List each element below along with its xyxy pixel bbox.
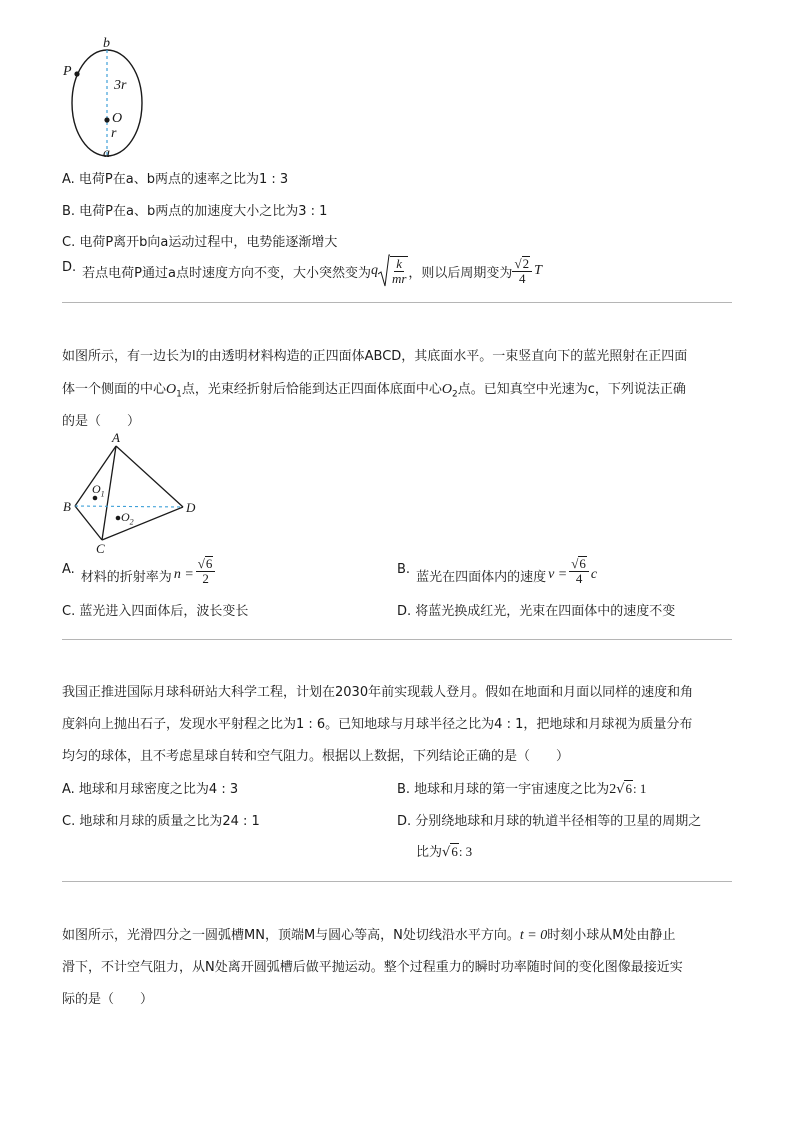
q4-stem-line3: 际的是（ ） <box>62 992 154 1007</box>
q3-option-d-line2[interactable]: 比为√6: 3 <box>416 844 473 860</box>
q2-option-b[interactable]: B. 蓝光在四面体内的速度 v = $\frac{√6}{4}$ c <box>397 556 598 586</box>
q1-option-d[interactable] <box>62 254 542 288</box>
q2-option-c[interactable]: C. 蓝光进入四面体后，波长变长 <box>62 604 249 619</box>
q4-stem-line1: 如图所示，光滑四分之一圆弧槽MN，顶端M与圆心等高，N处切线沿水平方向。t = 0时刻小球从M处由静止 <box>62 928 676 943</box>
q1-option-d-k: k <box>396 256 403 271</box>
ellipse-orbit-figure <box>60 36 160 164</box>
q1-option-d-4: 4 <box>519 271 526 286</box>
q1-option-d-label: D. <box>62 260 77 275</box>
divider-3 <box>62 881 732 882</box>
q3-stem-line3: 均匀的球体，且不考虑星球自转和空气阻力。根据以上数据，下列结论正确的是（ ） <box>62 749 570 764</box>
label-a: a <box>103 146 110 161</box>
tetrahedron-figure <box>62 432 212 557</box>
label-O: O <box>112 111 123 126</box>
label-3r: 3r <box>114 78 127 93</box>
divider-2 <box>62 639 732 640</box>
q2-stem-line1: 如图所示，有一边长为l的由透明材料构造的正四面体ABCD，其底面水平。一束竖直向下的蓝光照射在正四面 <box>62 349 688 364</box>
q2-stem-line3: 的是（ ） <box>62 414 141 429</box>
q1-option-a[interactable]: A. 电荷P在a、b两点的速率之比为1 : 3 <box>62 172 289 187</box>
q2-stem-line2: 体一个侧面的中心$O_1$点，光束经折射后恰能到达正四面体底面中心$O_2$点。已知真空中光速为c，下列说法正确 <box>62 382 686 400</box>
point-O2 <box>116 516 121 521</box>
vertex-B: B <box>63 499 71 514</box>
vertex-C: C <box>96 541 105 556</box>
q3-stem-line1: 我国正推进国际月球科研站大科学工程，计划在2030年前实现载人登月。假如在地面和月面以同样的速度和角 <box>62 685 694 700</box>
label-O2: $O_2$ <box>121 510 134 527</box>
q1-option-c[interactable]: C. 电荷P离开b向a运动过程中，电势能逐渐增大 <box>62 235 338 250</box>
divider-1 <box>62 302 732 303</box>
vertex-A: A <box>112 430 120 445</box>
q3-option-d-line1[interactable]: D. 分别绕地球和月球的轨道半径相等的卫星的周期之 <box>397 814 702 829</box>
q1-option-d-sqrt <box>378 254 408 288</box>
vertex-D: D <box>186 500 196 515</box>
q2-option-a[interactable]: A. 材料的折射率为 n = $\frac{√6}{2}$ <box>62 556 215 586</box>
q4-stem-line2: 滑下，不计空气阻力，从N处离开圆弧槽后做平抛运动。整个过程重力的瞬时功率随时间的变化图像最接近实 <box>62 960 683 975</box>
q1-option-d-text2: ，则以后周期变为 <box>408 265 513 281</box>
q1-option-d-T: T <box>534 263 542 278</box>
radical-sign <box>378 254 390 288</box>
q1-option-b[interactable]: B. 电荷P在a、b两点的加速度大小之比为3 : 1 <box>62 204 328 219</box>
q2-option-d[interactable]: D. 将蓝光换成红光，光束在四面体中的速度不变 <box>397 604 676 619</box>
q1-option-d-q: q <box>370 263 378 278</box>
label-b: b <box>103 36 110 51</box>
label-O1: $O_1$ <box>92 482 105 499</box>
q1-option-d-mr: mr <box>391 271 407 286</box>
point-O <box>104 117 109 122</box>
q3-option-b[interactable]: B. 地球和月球的第一宇宙速度之比为2√6: 1 <box>397 781 647 797</box>
q1-option-d-frac: $\frac{√2}{4}$ <box>512 256 532 286</box>
point-P <box>74 71 79 76</box>
q3-stem-line2: 度斜向上抛出石子，发现水平射程之比为1 : 6。已知地球与月球半径之比为4 : 1，把地球和月球视为质量分布 <box>62 717 693 732</box>
q3-option-a[interactable]: A. 地球和月球密度之比为4 : 3 <box>62 782 239 797</box>
q1-option-d-sqrt2: 2 <box>522 256 530 271</box>
label-P: P <box>63 64 72 79</box>
q3-option-c[interactable]: C. 地球和月球的质量之比为24 : 1 <box>62 814 260 829</box>
q1-option-d-text1: 若点电荷P通过a点时速度方向不变，大小突然变为 <box>82 265 371 281</box>
label-r: r <box>111 126 117 141</box>
